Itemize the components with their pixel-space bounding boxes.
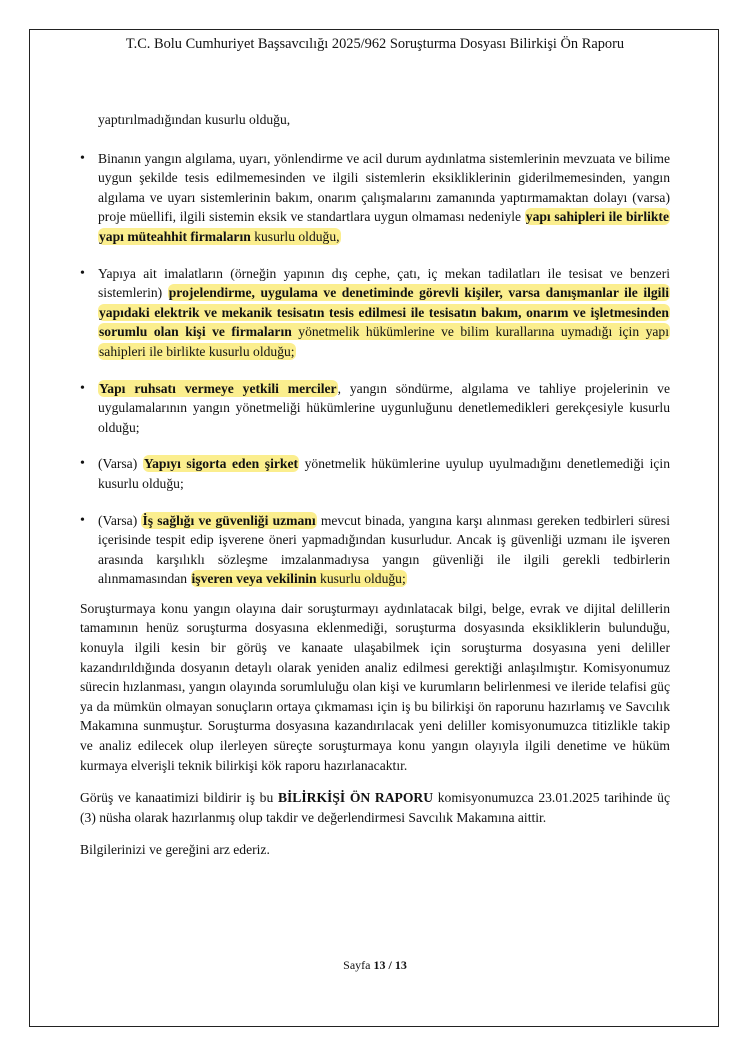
page-number: 13 / 13 [373, 958, 407, 972]
signature-paragraph: Görüş ve kanaatimizi bildirir iş bu BİLİRKİŞİ ÖN RAPORU komisyonumuzca 23.01.2025 tarihinde üç (3) nüsha olarak hazırlanmış olup takdir ve değerlendirmesi Savcılık Makamına aittir. [80, 790, 670, 825]
list-item [80, 264, 670, 362]
item-text: , yangın söndürme, algılama ve tahliye projelerinin ve uygulamalarının yangın yönetmeliği hükümlerine uygunluğunu denetlemedikleri gerekçesiyle kusurlu olduğu; [98, 380, 670, 435]
list-item [80, 379, 670, 438]
conclusion-paragraph: Soruşturmaya konu yangın olayına dair soruşturmayı aydınlatacak bilgi, belge, evrak ve dijital delillerin tamamının henüz soruşturma dosyasına eklenmediği, soruşturma dosyasında eksikliklerin bulunduğu, konuyla ilgili kesin bir görüş ve kanaate ulaşabilmek için soruşturma dosyasına yeni deliller kazandırıldığında dosyanın detaylı olarak yeniden analiz edilmesi gerektiği anlaşılmıştır. Komisyonumuz sürecin hızlanması, yangın olayında sorumluluğu olan kişi ve kurumların belirlenmesi ve ileride telafisi güç ya da mümkün olmayan sonuçların ortaya çıkmaması için iş bu bilirkişi ön raporunu hazırlamış ve Savcılık Makamına sunmuştur. Soruşturma dosyasına kazandırılacak yeni deliller komisyonumuzca titizlikle takip ve analiz edilecek olup ilerleyen süreçte soruşturmaya konu yangın olayıyla ilgili denetime ve hüküm kurmaya elverişli teknik bilirkişi kök raporu hazırlanacaktır. [80, 600, 670, 773]
item-text: Binanın yangın algılama, uyarı, yönlendirme ve acil durum aydınlatma sistemlerinin mevzuata ve bilime uygun şekilde tesis edilmemesinden ve ilgili sistemlerin eksikliklerinin giderilmemesinden, yangın algılama ve uyarı sistemlerinin bakım, onarım çalışmalarını zamanında yaptırmamaktan dolayı (varsa) proje müellifi, ilgili sistemin eksik ve standartlara uygun olmaması nedeniyle [98, 150, 670, 225]
list-item [80, 454, 670, 493]
highlighted-text: işveren veya vekilinin kusurlu olduğu; [191, 571, 406, 587]
item-text: Yapıya ait imalatların (örneğin yapının dış cephe, çatı, iç mekan tadilatları ile tesisat ve benzeri sistemlerin) [98, 265, 670, 301]
continuation-text: yaptırılmadığından kusurlu olduğu, [98, 112, 291, 127]
highlighted-text: Yapıyı sigorta eden şirket [143, 456, 299, 472]
responsibility-list [80, 149, 670, 589]
closing-paragraph: Bilgilerinizi ve gereğini arz ederiz. [80, 842, 270, 858]
item-text: mevcut binada, yangına karşı alınması gereken tedbirleri süresi içerisinde tespit edip işverene öneri yapmadığından kusurludur. Ancak iş güvenliği uzmanı ile işveren arasında karşılıklı sözleşme imzalanmadıysa yangın güvenliği ile ilgili gerekli tedbirlerin alınmamasından [98, 512, 670, 587]
highlighted-text: projelendirme, uygulama ve denetiminde görevli kişiler, varsa danışmanlar ile ilgili yapıdaki elektrik ve mekanik tesisatın tesis edilmesi ile tesisatın bakım, onarım ve işletmesinden sorumlu olan kişi ve firmaların yönetmelik hükümlerine ve bilim kurallarına uymadığı için yapı sahipleri ile birlikte kusurlu olduğu; [99, 285, 670, 359]
document-body [80, 110, 670, 860]
list-item [80, 511, 670, 589]
highlighted-text: İş sağlığı ve güvenliği uzmanı [142, 512, 316, 528]
item-text: (Varsa) [98, 512, 142, 528]
page-label: Sayfa [343, 958, 371, 972]
page-header: T.C. Bolu Cumhuriyet Başsavcılığı 2025/962 Soruşturma Dosyası Bilirkişi Ön Raporu [125, 36, 625, 52]
highlighted-text: Yapı ruhsatı vermeye yetkili merciler [99, 380, 337, 396]
report-title: BİLİRKİŞİ ÖN RAPORU [277, 790, 434, 806]
item-text: (Varsa) [98, 456, 143, 472]
item-text: yönetmelik hükümlerine uyulup uyulmadığını denetlemediği için kusurlu olduğu; [98, 456, 670, 491]
list-item [80, 149, 670, 247]
highlighted-text: yapı sahipleri ile birlikte yapı müteahhit firmaların kusurlu olduğu, [99, 209, 669, 244]
page-footer [0, 958, 750, 973]
